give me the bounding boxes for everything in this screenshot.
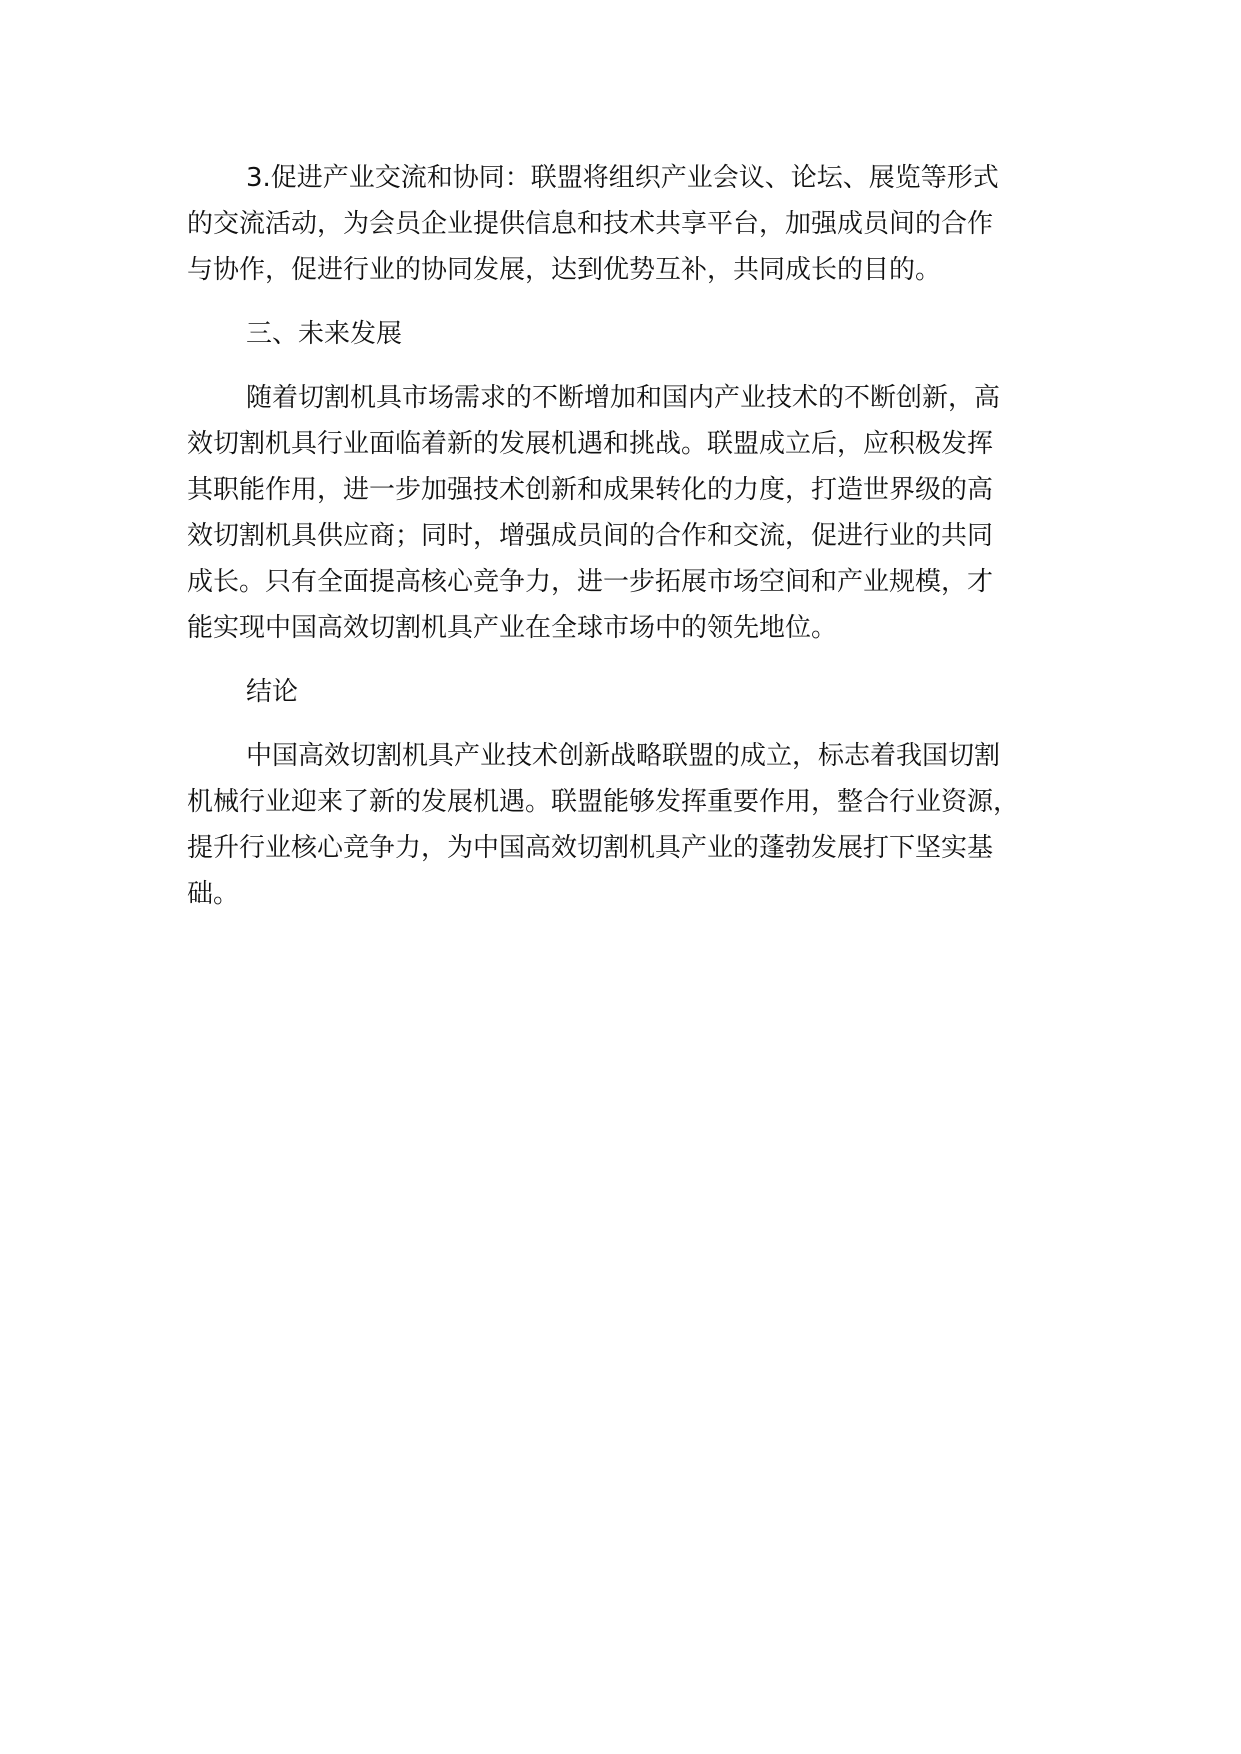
- document-body: [187, 155, 1067, 935]
- text-line: 与协作，促进行业的协同发展，达到优势互补，共同成长的目的。: [187, 255, 942, 285]
- text-line: 效切割机具行业面临着新的发展机遇和挑战。联盟成立后，应积极发挥: [187, 429, 994, 459]
- section-heading-conclusion: 结论: [246, 677, 299, 707]
- text-line: 3.促进产业交流和协同：联盟将组织产业会议、论坛、展览等形式: [246, 163, 999, 193]
- text-line: 提升行业核心竞争力，为中国高效切割机具产业的蓬勃发展打下坚实基: [187, 833, 994, 863]
- text-line: 其职能作用，进一步加强技术创新和成果转化的力度，打造世界级的高: [187, 475, 994, 505]
- paragraph-industry-exchange: [187, 155, 1067, 293]
- text-line: 随着切割机具市场需求的不断增加和国内产业技术的不断创新，高: [246, 383, 1001, 413]
- text-line: 效切割机具供应商；同时，增强成员间的合作和交流，促进行业的共同: [187, 521, 994, 551]
- text-line: 础。: [187, 879, 240, 909]
- text-line: 的交流活动，为会员企业提供信息和技术共享平台，加强成员间的合作: [187, 209, 994, 239]
- text-line: 能实现中国高效切割机具产业在全球市场中的领先地位。: [187, 613, 838, 643]
- text-line: 成长。只有全面提高核心竞争力，进一步拓展市场空间和产业规模，才: [187, 567, 994, 597]
- section-heading-future: 三、未来发展: [246, 319, 403, 349]
- paragraph-future-development: [187, 375, 1067, 651]
- text-line: 中国高效切割机具产业技术创新战略联盟的成立，标志着我国切割: [246, 741, 1001, 771]
- text-line: 机械行业迎来了新的发展机遇。联盟能够发挥重要作用，整合行业资源，: [187, 787, 1020, 817]
- paragraph-conclusion: [187, 733, 1067, 917]
